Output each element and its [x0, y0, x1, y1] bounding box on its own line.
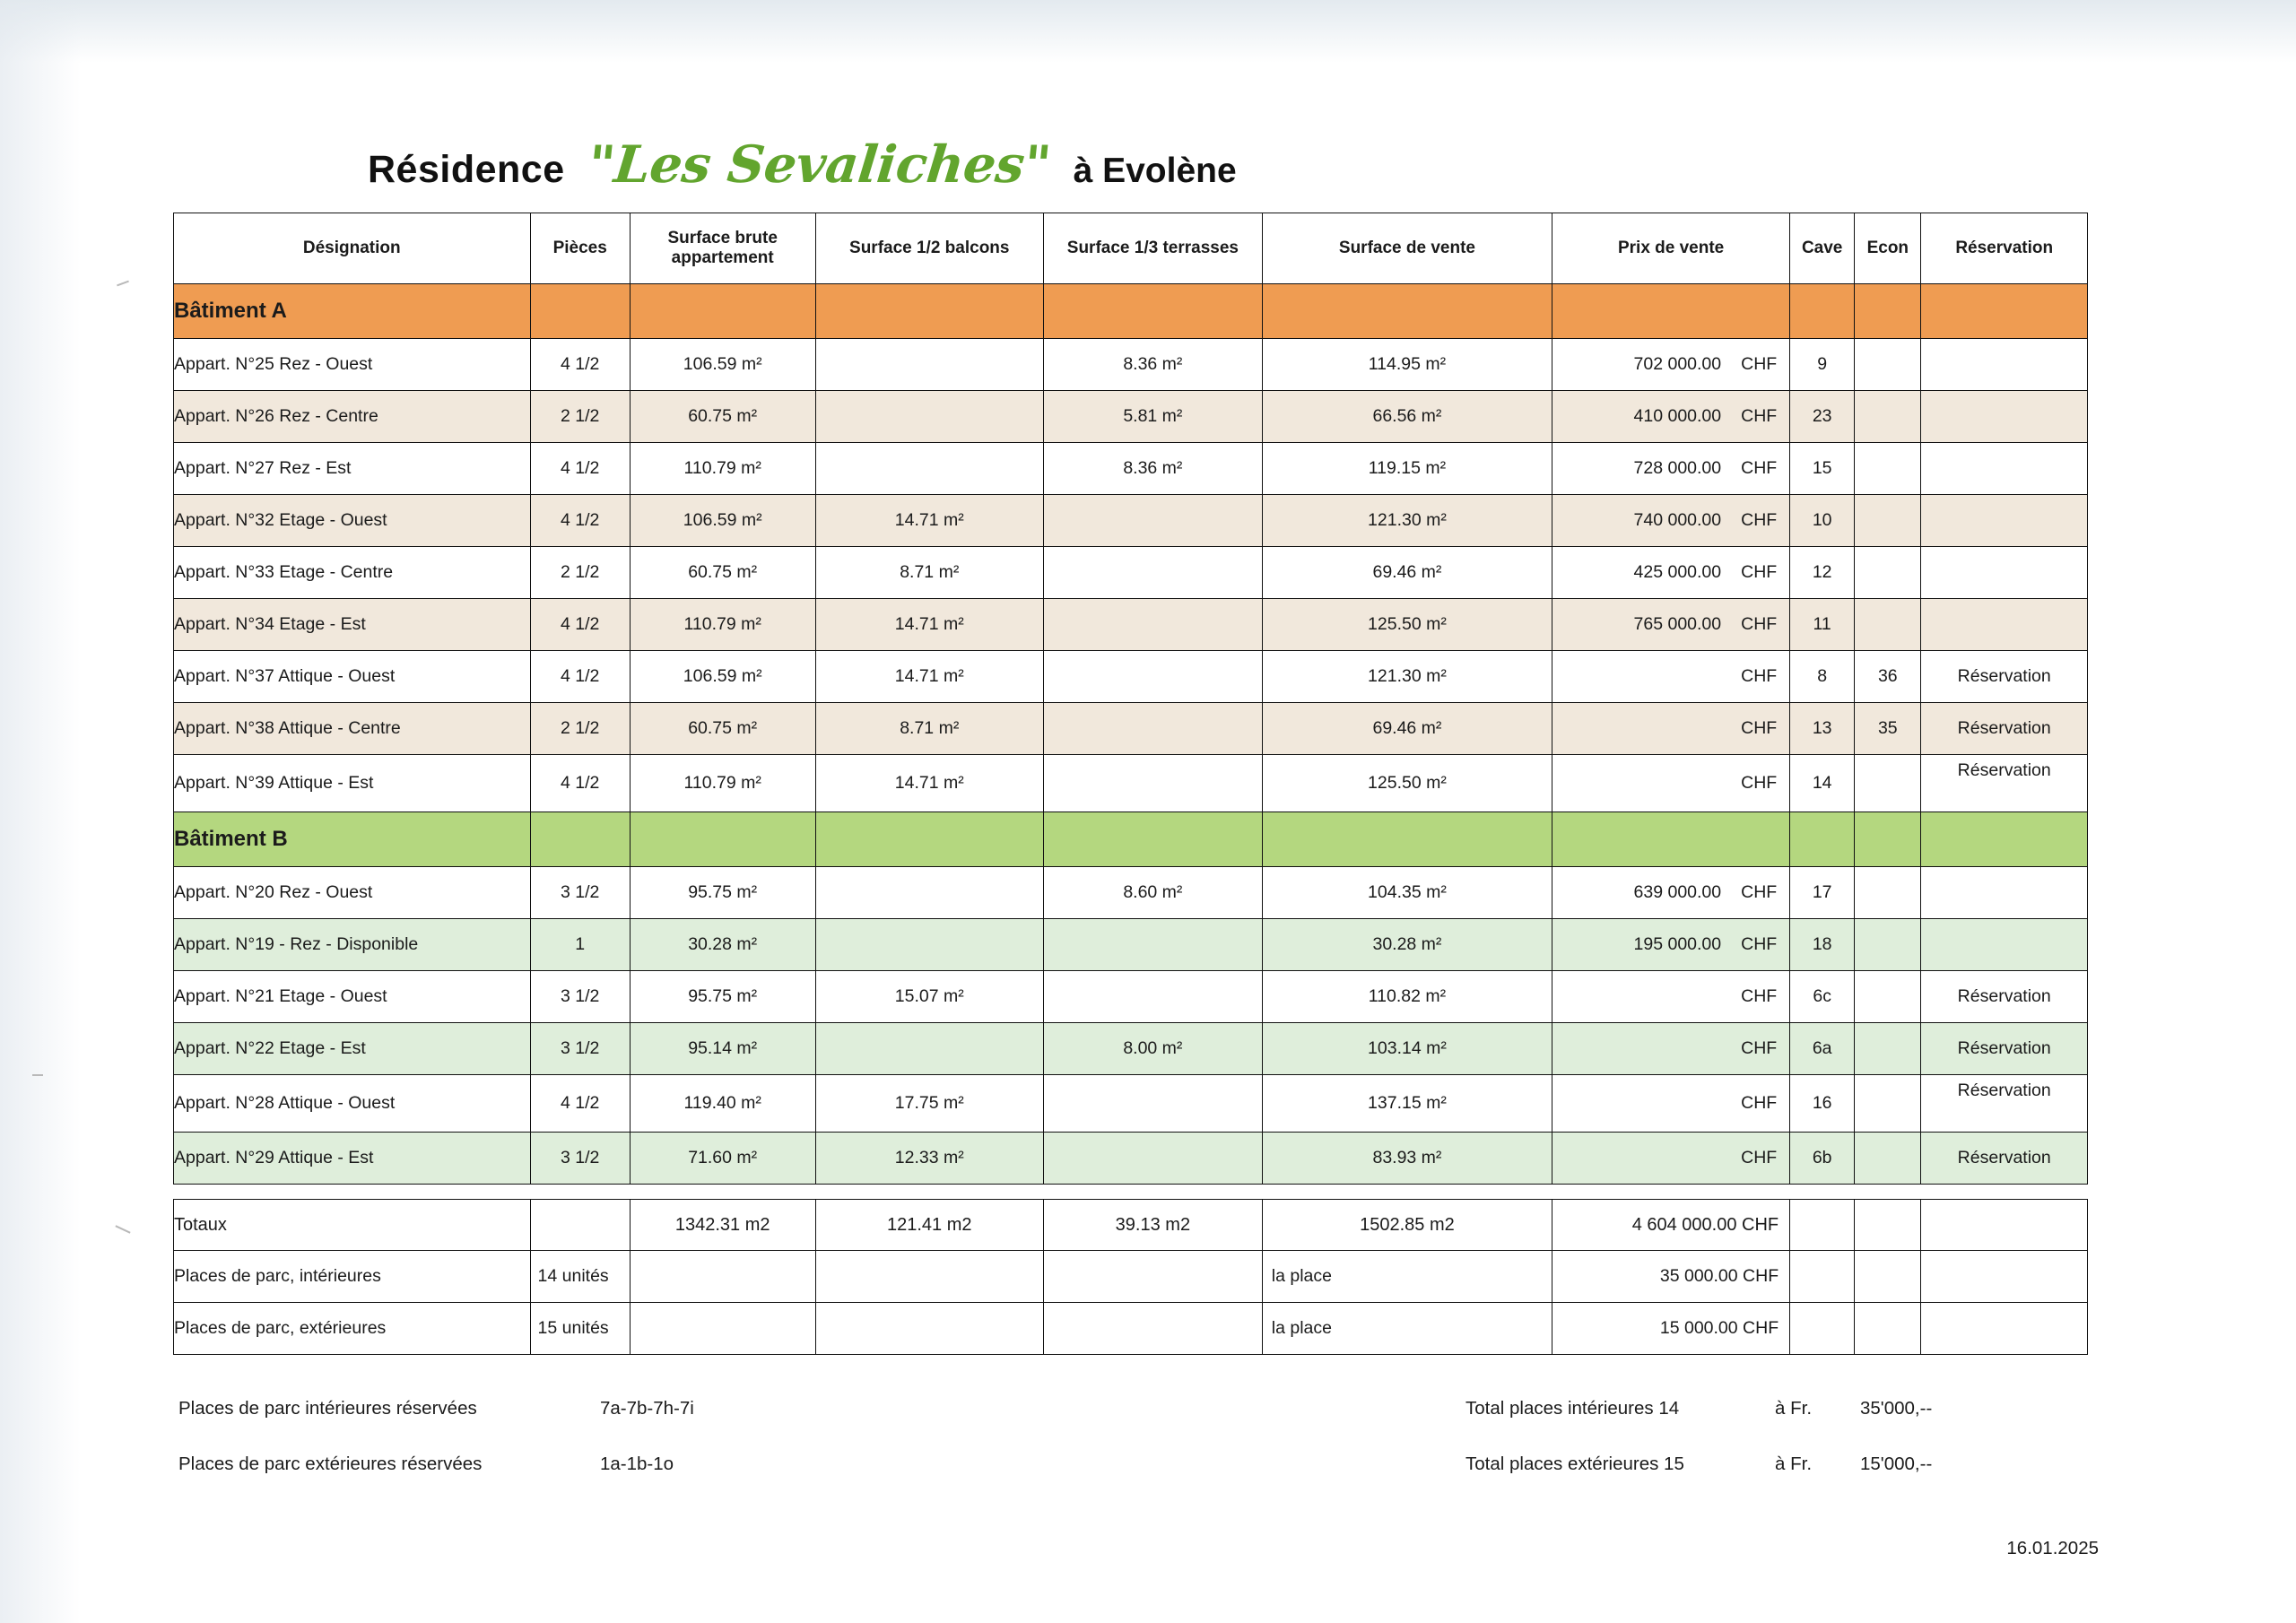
- table-row: [174, 703, 2088, 755]
- cell-surface-brute: 95.14 m²: [630, 1023, 815, 1075]
- cell-parking-reservation: [1921, 1303, 2088, 1355]
- cell-surface-balcons: [815, 919, 1043, 971]
- cell-prix-currency: CHF: [1741, 1148, 1778, 1167]
- cell-parking-balcons: [815, 1251, 1043, 1303]
- section-label: Bâtiment B: [174, 812, 531, 867]
- table-row: [174, 547, 2088, 599]
- title-residence-name: "Les Sevaliches": [585, 135, 1054, 195]
- cell-surface-balcons: 14.71 m²: [815, 599, 1043, 651]
- table-row: [174, 391, 2088, 443]
- cell-surface-balcons: 12.33 m²: [815, 1133, 1043, 1185]
- note-label-exterior: Places de parc extérieures réservées: [178, 1454, 483, 1474]
- cell-surface-vente: 69.46 m²: [1262, 703, 1552, 755]
- cell-cave: 14: [1790, 755, 1855, 812]
- cell-designation: Appart. N°26 Rez - Centre: [174, 391, 531, 443]
- cell-reservation: Réservation: [1921, 755, 2088, 812]
- scan-speck: [32, 1074, 43, 1076]
- cell-surface-terrasses: 8.60 m²: [1043, 867, 1262, 919]
- cell-cave: 23: [1790, 391, 1855, 443]
- cell-cave: 17: [1790, 867, 1855, 919]
- cell-prix: [1552, 1133, 1790, 1185]
- section-blank: [1552, 284, 1790, 339]
- cell-surface-brute: 110.79 m²: [630, 599, 815, 651]
- cell-econ: [1855, 971, 1921, 1023]
- table-row: [174, 971, 2088, 1023]
- col-header-prix-vente: Prix de vente: [1552, 213, 1790, 284]
- cell-cave: 8: [1790, 651, 1855, 703]
- cell-surface-balcons: 14.71 m²: [815, 651, 1043, 703]
- table-spacer-row: [174, 1185, 2088, 1200]
- section-blank: [530, 812, 630, 867]
- cell-prix-value: 639 000.00: [1633, 882, 1722, 902]
- cell-reservation: Réservation: [1921, 1133, 2088, 1185]
- cell-prix: [1552, 919, 1790, 971]
- cell-surface-terrasses: [1043, 755, 1262, 812]
- cell-econ: 35: [1855, 703, 1921, 755]
- title-location: à Evolène: [1073, 152, 1237, 190]
- cell-cave: 18: [1790, 919, 1855, 971]
- cell-totals-label: Totaux: [174, 1200, 531, 1251]
- cell-surface-brute: 110.79 m²: [630, 443, 815, 495]
- table-row: [174, 339, 2088, 391]
- cell-parking-brute: [630, 1251, 815, 1303]
- cell-surface-vente: 66.56 m²: [1262, 391, 1552, 443]
- table-row: [174, 443, 2088, 495]
- note-total-interior-amount: 35'000,--: [1860, 1398, 1933, 1419]
- cell-prix-value: 740 000.00: [1633, 510, 1722, 530]
- cell-reservation: Réservation: [1921, 1023, 2088, 1075]
- section-blank: [1790, 284, 1855, 339]
- section-blank: [1855, 812, 1921, 867]
- cell-parking-vente: la place: [1262, 1303, 1552, 1355]
- cell-cave: 16: [1790, 1075, 1855, 1133]
- section-blank: [630, 284, 815, 339]
- note-total-exterior-currency: à Fr.: [1775, 1454, 1813, 1474]
- cell-totals-pieces: [530, 1200, 630, 1251]
- col-header-surface-brute: Surface brute appartement: [630, 213, 815, 284]
- cell-surface-terrasses: 8.00 m²: [1043, 1023, 1262, 1075]
- note-codes-exterior: 1a-1b-1o: [600, 1454, 674, 1474]
- cell-econ: [1855, 495, 1921, 547]
- cell-surface-vente: 125.50 m²: [1262, 599, 1552, 651]
- section-blank: [1262, 284, 1552, 339]
- cell-surface-terrasses: [1043, 1133, 1262, 1185]
- cell-pieces: 2 1/2: [530, 703, 630, 755]
- cell-prix-currency: CHF: [1741, 1093, 1778, 1113]
- cell-surface-brute: 106.59 m²: [630, 339, 815, 391]
- cell-reservation: [1921, 547, 2088, 599]
- cell-prix: [1552, 755, 1790, 812]
- col-header-surface-balcons: Surface 1/2 balcons: [815, 213, 1043, 284]
- cell-designation: Appart. N°29 Attique - Est: [174, 1133, 531, 1185]
- cell-surface-brute: 60.75 m²: [630, 547, 815, 599]
- cell-prix: [1552, 703, 1790, 755]
- cell-surface-balcons: [815, 867, 1043, 919]
- cell-econ: [1855, 443, 1921, 495]
- section-header-building-a: [174, 284, 2088, 339]
- section-blank: [1043, 284, 1262, 339]
- cell-surface-brute: 106.59 m²: [630, 495, 815, 547]
- cell-econ: [1855, 755, 1921, 812]
- cell-prix-value: 410 000.00: [1633, 406, 1722, 426]
- note-total-exterior-label: Total places extérieures 15: [1465, 1454, 1684, 1474]
- cell-cave: 6a: [1790, 1023, 1855, 1075]
- cell-parking-cave: [1790, 1251, 1855, 1303]
- col-header-surface-vente: Surface de vente: [1262, 213, 1552, 284]
- cell-prix-currency: CHF: [1741, 562, 1778, 582]
- table-row: [174, 755, 2088, 812]
- table-row-parking: [174, 1303, 2088, 1355]
- cell-surface-balcons: 17.75 m²: [815, 1075, 1043, 1133]
- cell-parking-reservation: [1921, 1251, 2088, 1303]
- cell-parking-label: Places de parc, intérieures: [174, 1251, 531, 1303]
- note-total-interior-label: Total places intérieures 14: [1465, 1398, 1680, 1419]
- cell-cave: 9: [1790, 339, 1855, 391]
- cell-designation: Appart. N°34 Etage - Est: [174, 599, 531, 651]
- cell-designation: Appart. N°32 Etage - Ouest: [174, 495, 531, 547]
- cell-prix-currency: CHF: [1741, 1038, 1778, 1058]
- cell-prix-currency: CHF: [1741, 934, 1778, 954]
- reserved-parking-notes: [178, 1381, 2089, 1492]
- cell-prix-currency: CHF: [1741, 354, 1778, 374]
- col-header-designation: Désignation: [174, 213, 531, 284]
- cell-designation: Appart. N°27 Rez - Est: [174, 443, 531, 495]
- cell-totals-vente: 1502.85 m2: [1262, 1200, 1552, 1251]
- cell-reservation: [1921, 443, 2088, 495]
- cell-pieces: 2 1/2: [530, 391, 630, 443]
- cell-econ: [1855, 339, 1921, 391]
- cell-econ: [1855, 867, 1921, 919]
- cell-pieces: 4 1/2: [530, 443, 630, 495]
- cell-prix-currency: CHF: [1741, 666, 1778, 686]
- cell-pieces: 4 1/2: [530, 495, 630, 547]
- cell-surface-vente: 103.14 m²: [1262, 1023, 1552, 1075]
- cell-designation: Appart. N°20 Rez - Ouest: [174, 867, 531, 919]
- cell-prix: [1552, 391, 1790, 443]
- cell-parking-terrasses: [1043, 1251, 1262, 1303]
- cell-designation: Appart. N°25 Rez - Ouest: [174, 339, 531, 391]
- cell-surface-vente: 121.30 m²: [1262, 651, 1552, 703]
- cell-econ: [1855, 1133, 1921, 1185]
- col-header-econ: Econ: [1855, 213, 1921, 284]
- cell-surface-balcons: 8.71 m²: [815, 547, 1043, 599]
- cell-surface-brute: 71.60 m²: [630, 1133, 815, 1185]
- cell-prix-currency: CHF: [1741, 986, 1778, 1006]
- cell-cave: 11: [1790, 599, 1855, 651]
- cell-prix: [1552, 547, 1790, 599]
- section-blank: [815, 284, 1043, 339]
- cell-surface-terrasses: 8.36 m²: [1043, 443, 1262, 495]
- cell-surface-vente: 121.30 m²: [1262, 495, 1552, 547]
- cell-surface-vente: 30.28 m²: [1262, 919, 1552, 971]
- cell-parking-econ: [1855, 1303, 1921, 1355]
- cell-surface-terrasses: [1043, 599, 1262, 651]
- cell-prix: [1552, 443, 1790, 495]
- cell-pieces: 3 1/2: [530, 1023, 630, 1075]
- cell-surface-vente: 83.93 m²: [1262, 1133, 1552, 1185]
- cell-prix-currency: CHF: [1741, 773, 1778, 793]
- cell-reservation: [1921, 867, 2088, 919]
- cell-reservation: Réservation: [1921, 971, 2088, 1023]
- document-date: 16.01.2025: [2006, 1538, 2099, 1558]
- cell-econ: [1855, 391, 1921, 443]
- cell-surface-brute: 110.79 m²: [630, 755, 815, 812]
- cell-prix-value: 728 000.00: [1633, 458, 1722, 478]
- table-row: [174, 1133, 2088, 1185]
- cell-reservation: Réservation: [1921, 1075, 2088, 1133]
- table-row: [174, 1023, 2088, 1075]
- cell-reservation: [1921, 495, 2088, 547]
- cell-surface-terrasses: 5.81 m²: [1043, 391, 1262, 443]
- cell-parking-prix: 35 000.00 CHF: [1552, 1251, 1790, 1303]
- section-header-building-b: [174, 812, 2088, 867]
- cell-totals-econ: [1855, 1200, 1921, 1251]
- cell-econ: [1855, 599, 1921, 651]
- cell-totals-prix: 4 604 000.00 CHF: [1552, 1200, 1790, 1251]
- cell-totals-cave: [1790, 1200, 1855, 1251]
- cell-surface-vente: 104.35 m²: [1262, 867, 1552, 919]
- table-header-row: [174, 213, 2088, 284]
- cell-prix-currency: CHF: [1741, 406, 1778, 426]
- cell-econ: [1855, 1023, 1921, 1075]
- cell-surface-vente: 137.15 m²: [1262, 1075, 1552, 1133]
- section-blank: [1043, 812, 1262, 867]
- table-row: [174, 651, 2088, 703]
- section-blank: [530, 284, 630, 339]
- table-row: [174, 1075, 2088, 1133]
- cell-econ: 36: [1855, 651, 1921, 703]
- cell-cave: 12: [1790, 547, 1855, 599]
- cell-surface-terrasses: 8.36 m²: [1043, 339, 1262, 391]
- cell-pieces: 4 1/2: [530, 1075, 630, 1133]
- note-total-interior-currency: à Fr.: [1775, 1398, 1813, 1419]
- cell-pieces: 4 1/2: [530, 339, 630, 391]
- cell-totals-brute: 1342.31 m2: [630, 1200, 815, 1251]
- cell-parking-terrasses: [1043, 1303, 1262, 1355]
- cell-surface-vente: 125.50 m²: [1262, 755, 1552, 812]
- section-blank: [1921, 812, 2088, 867]
- cell-cave: 6b: [1790, 1133, 1855, 1185]
- cell-parking-cave: [1790, 1303, 1855, 1355]
- cell-prix-currency: CHF: [1741, 510, 1778, 530]
- cell-prix: [1552, 599, 1790, 651]
- cell-cave: 6c: [1790, 971, 1855, 1023]
- cell-surface-terrasses: [1043, 651, 1262, 703]
- cell-econ: [1855, 547, 1921, 599]
- cell-surface-brute: 60.75 m²: [630, 391, 815, 443]
- table-row: [174, 919, 2088, 971]
- note-total-interior: [1465, 1398, 1932, 1419]
- cell-pieces: 3 1/2: [530, 971, 630, 1023]
- cell-prix: [1552, 651, 1790, 703]
- cell-prix: [1552, 495, 1790, 547]
- cell-surface-balcons: 15.07 m²: [815, 971, 1043, 1023]
- cell-reservation: [1921, 339, 2088, 391]
- cell-surface-vente: 119.15 m²: [1262, 443, 1552, 495]
- cell-prix-currency: CHF: [1741, 458, 1778, 478]
- cell-econ: [1855, 1075, 1921, 1133]
- cell-prix: [1552, 339, 1790, 391]
- cell-cave: 13: [1790, 703, 1855, 755]
- cell-prix-currency: CHF: [1741, 614, 1778, 634]
- cell-designation: Appart. N°19 - Rez - Disponible: [174, 919, 531, 971]
- section-blank: [1262, 812, 1552, 867]
- section-blank: [1790, 812, 1855, 867]
- cell-totals-reservation: [1921, 1200, 2088, 1251]
- cell-pieces: 4 1/2: [530, 755, 630, 812]
- cell-prix-value: 425 000.00: [1633, 562, 1722, 582]
- cell-surface-brute: 95.75 m²: [630, 867, 815, 919]
- cell-designation: Appart. N°22 Etage - Est: [174, 1023, 531, 1075]
- cell-surface-brute: 60.75 m²: [630, 703, 815, 755]
- note-label-interior: Places de parc intérieures réservées: [178, 1398, 477, 1419]
- cell-surface-brute: 95.75 m²: [630, 971, 815, 1023]
- cell-pieces: 3 1/2: [530, 1133, 630, 1185]
- cell-prix: [1552, 1023, 1790, 1075]
- section-label: Bâtiment A: [174, 284, 531, 339]
- cell-prix-currency: CHF: [1741, 882, 1778, 902]
- cell-cave: 10: [1790, 495, 1855, 547]
- cell-designation: Appart. N°37 Attique - Ouest: [174, 651, 531, 703]
- cell-parking-prix: 15 000.00 CHF: [1552, 1303, 1790, 1355]
- cell-parking-label: Places de parc, extérieures: [174, 1303, 531, 1355]
- cell-surface-vente: 110.82 m²: [1262, 971, 1552, 1023]
- spacer-cell: [174, 1185, 2088, 1200]
- note-total-exterior: [1465, 1454, 1932, 1475]
- cell-surface-balcons: 14.71 m²: [815, 755, 1043, 812]
- section-blank: [1855, 284, 1921, 339]
- cell-pieces: 1: [530, 919, 630, 971]
- col-header-surface-terrasses: Surface 1/3 terrasses: [1043, 213, 1262, 284]
- cell-surface-balcons: [815, 391, 1043, 443]
- cell-parking-balcons: [815, 1303, 1043, 1355]
- table-row: [174, 495, 2088, 547]
- cell-prix-value: 195 000.00: [1633, 934, 1722, 954]
- cell-designation: Appart. N°33 Etage - Centre: [174, 547, 531, 599]
- document-title: [368, 135, 1237, 195]
- cell-surface-terrasses: [1043, 495, 1262, 547]
- cell-surface-balcons: 14.71 m²: [815, 495, 1043, 547]
- section-blank: [1921, 284, 2088, 339]
- scan-speck: [115, 1225, 130, 1233]
- section-blank: [630, 812, 815, 867]
- cell-parking-vente: la place: [1262, 1251, 1552, 1303]
- note-codes-interior: 7a-7b-7h-7i: [600, 1398, 694, 1419]
- cell-pieces: 3 1/2: [530, 867, 630, 919]
- apartments-price-table: [173, 213, 2088, 1355]
- col-header-cave: Cave: [1790, 213, 1855, 284]
- cell-surface-terrasses: [1043, 919, 1262, 971]
- cell-surface-terrasses: [1043, 1075, 1262, 1133]
- cell-parking-units: 15 unités: [530, 1303, 630, 1355]
- cell-parking-brute: [630, 1303, 815, 1355]
- cell-cave: 15: [1790, 443, 1855, 495]
- cell-surface-balcons: 8.71 m²: [815, 703, 1043, 755]
- table-row: [174, 867, 2088, 919]
- cell-surface-vente: 114.95 m²: [1262, 339, 1552, 391]
- cell-reservation: [1921, 919, 2088, 971]
- cell-reservation: Réservation: [1921, 703, 2088, 755]
- scan-shading-left: [0, 0, 81, 1623]
- cell-prix-currency: CHF: [1741, 718, 1778, 738]
- cell-designation: Appart. N°38 Attique - Centre: [174, 703, 531, 755]
- col-header-pieces: Pièces: [530, 213, 630, 284]
- cell-surface-brute: 30.28 m²: [630, 919, 815, 971]
- cell-surface-brute: 119.40 m²: [630, 1075, 815, 1133]
- section-blank: [815, 812, 1043, 867]
- cell-prix-value: 702 000.00: [1633, 354, 1722, 374]
- cell-pieces: 4 1/2: [530, 651, 630, 703]
- cell-totals-balcons: 121.41 m2: [815, 1200, 1043, 1251]
- cell-pieces: 4 1/2: [530, 599, 630, 651]
- table-row: [174, 599, 2088, 651]
- cell-reservation: [1921, 599, 2088, 651]
- col-header-reservation: Réservation: [1921, 213, 2088, 284]
- cell-parking-units: 14 unités: [530, 1251, 630, 1303]
- section-blank: [1552, 812, 1790, 867]
- cell-prix-value: 765 000.00: [1633, 614, 1722, 634]
- title-residence: Résidence: [368, 148, 565, 191]
- cell-surface-balcons: [815, 339, 1043, 391]
- cell-prix: [1552, 867, 1790, 919]
- scan-shading-top: [0, 0, 2296, 63]
- cell-econ: [1855, 919, 1921, 971]
- cell-surface-terrasses: [1043, 971, 1262, 1023]
- cell-surface-brute: 106.59 m²: [630, 651, 815, 703]
- cell-prix: [1552, 1075, 1790, 1133]
- cell-reservation: Réservation: [1921, 651, 2088, 703]
- cell-surface-vente: 69.46 m²: [1262, 547, 1552, 599]
- note-line-interior: [178, 1381, 2089, 1436]
- cell-reservation: [1921, 391, 2088, 443]
- table-row-totals: [174, 1200, 2088, 1251]
- note-line-exterior: [178, 1436, 2089, 1492]
- cell-pieces: 2 1/2: [530, 547, 630, 599]
- cell-designation: Appart. N°39 Attique - Est: [174, 755, 531, 812]
- scan-speck: [117, 281, 129, 287]
- cell-surface-terrasses: [1043, 547, 1262, 599]
- cell-parking-econ: [1855, 1251, 1921, 1303]
- cell-surface-terrasses: [1043, 703, 1262, 755]
- cell-surface-balcons: [815, 1023, 1043, 1075]
- cell-designation: Appart. N°28 Attique - Ouest: [174, 1075, 531, 1133]
- cell-surface-balcons: [815, 443, 1043, 495]
- cell-prix: [1552, 971, 1790, 1023]
- note-total-exterior-amount: 15'000,--: [1860, 1454, 1933, 1474]
- cell-designation: Appart. N°21 Etage - Ouest: [174, 971, 531, 1023]
- cell-totals-terrasses: 39.13 m2: [1043, 1200, 1262, 1251]
- table-row-parking: [174, 1251, 2088, 1303]
